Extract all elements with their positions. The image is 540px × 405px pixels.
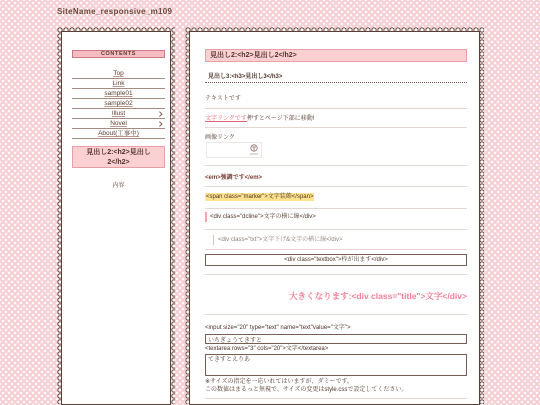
heading-h3: 見出し3:<h3>見出し3</h3>	[205, 72, 467, 83]
divider	[205, 108, 467, 109]
sidebar-item-label: About(工事中)	[98, 130, 139, 137]
divider	[205, 398, 467, 399]
text-link[interactable]: 文字リンクです	[205, 116, 247, 122]
logo-image-icon	[249, 144, 259, 156]
chevron-right-icon	[157, 111, 162, 116]
divider	[205, 314, 467, 315]
divider	[205, 186, 467, 187]
marker-line	[205, 193, 467, 201]
note-line-2: この数値はまるっと無視で、サイズの変更はstyle.cssで設定してください。	[205, 387, 408, 393]
marker-text: <span class="marker">文字装飾</span>	[206, 194, 314, 200]
divider	[205, 127, 467, 128]
dcline-text: <div class="dcline">文字の横に線</div>	[205, 212, 467, 222]
sidebar-item-sample01[interactable]	[72, 89, 165, 99]
textbox: <div class="textbox">枠が出ます</div>	[205, 254, 467, 266]
sidebar-item-sample02[interactable]	[72, 99, 165, 109]
sidebar-menu	[72, 69, 165, 139]
large-title: 大きくなります:<div class="title">文字</div>	[289, 291, 467, 301]
link-line	[205, 115, 467, 123]
divider	[205, 229, 467, 230]
main-content	[189, 31, 480, 405]
divider	[205, 208, 467, 209]
textarea-field[interactable]	[205, 354, 467, 376]
image-link-label: 画像リンク	[205, 135, 235, 141]
sidebar-item-novel[interactable]	[72, 119, 165, 129]
sidebar-heading: CONTENTS	[72, 50, 165, 58]
sidebar-item-label: sample02	[104, 100, 133, 107]
image-link-thumbnail[interactable]	[206, 142, 262, 158]
sidebar-item-label: Illust	[111, 110, 126, 117]
divider	[205, 274, 467, 275]
body-text: テキストです	[205, 96, 241, 102]
note-line-1: ※サイズの指定を一応いれてはいますが、ダミーです。	[205, 379, 354, 385]
site-name[interactable]: SiteName_responsive_m109	[57, 7, 173, 16]
sidebar-item-top[interactable]	[72, 69, 165, 79]
divider	[205, 249, 467, 250]
sidebar	[61, 31, 171, 405]
sidebar-item-label: Top	[113, 70, 124, 77]
textarea-code-text: <textarea rows="3" cols="20">文字</textarea>	[205, 346, 329, 352]
emphasis-text: <em>強調です</em>	[205, 175, 263, 181]
sidebar-item-illust[interactable]	[72, 109, 165, 119]
sidebar-item-label: Novel	[110, 120, 127, 127]
heading-h2: 見出し2:<h2>見出し2</h2>	[205, 49, 467, 62]
chevron-right-icon	[157, 121, 162, 126]
sidebar-item-label: Link	[112, 80, 125, 87]
text-input[interactable]	[205, 334, 467, 344]
sidebar-item-label: sample01	[104, 90, 133, 97]
divider	[205, 165, 467, 166]
sidebar-content-text: 内容	[112, 183, 125, 189]
input-code-text: <input size="20" type="text" name="text"value="文字">	[205, 325, 351, 331]
sidebar-item-about[interactable]	[72, 129, 165, 139]
sidebar-item-link[interactable]	[72, 79, 165, 89]
indented-text: <div class="txt">文字下げ&文字の横に線</div>	[213, 235, 467, 245]
link-note: 押すとページ下部に移動!	[246, 116, 315, 122]
sidebar-heading-h2: 見出し2:<h2>見出し2</h2>	[72, 146, 165, 168]
